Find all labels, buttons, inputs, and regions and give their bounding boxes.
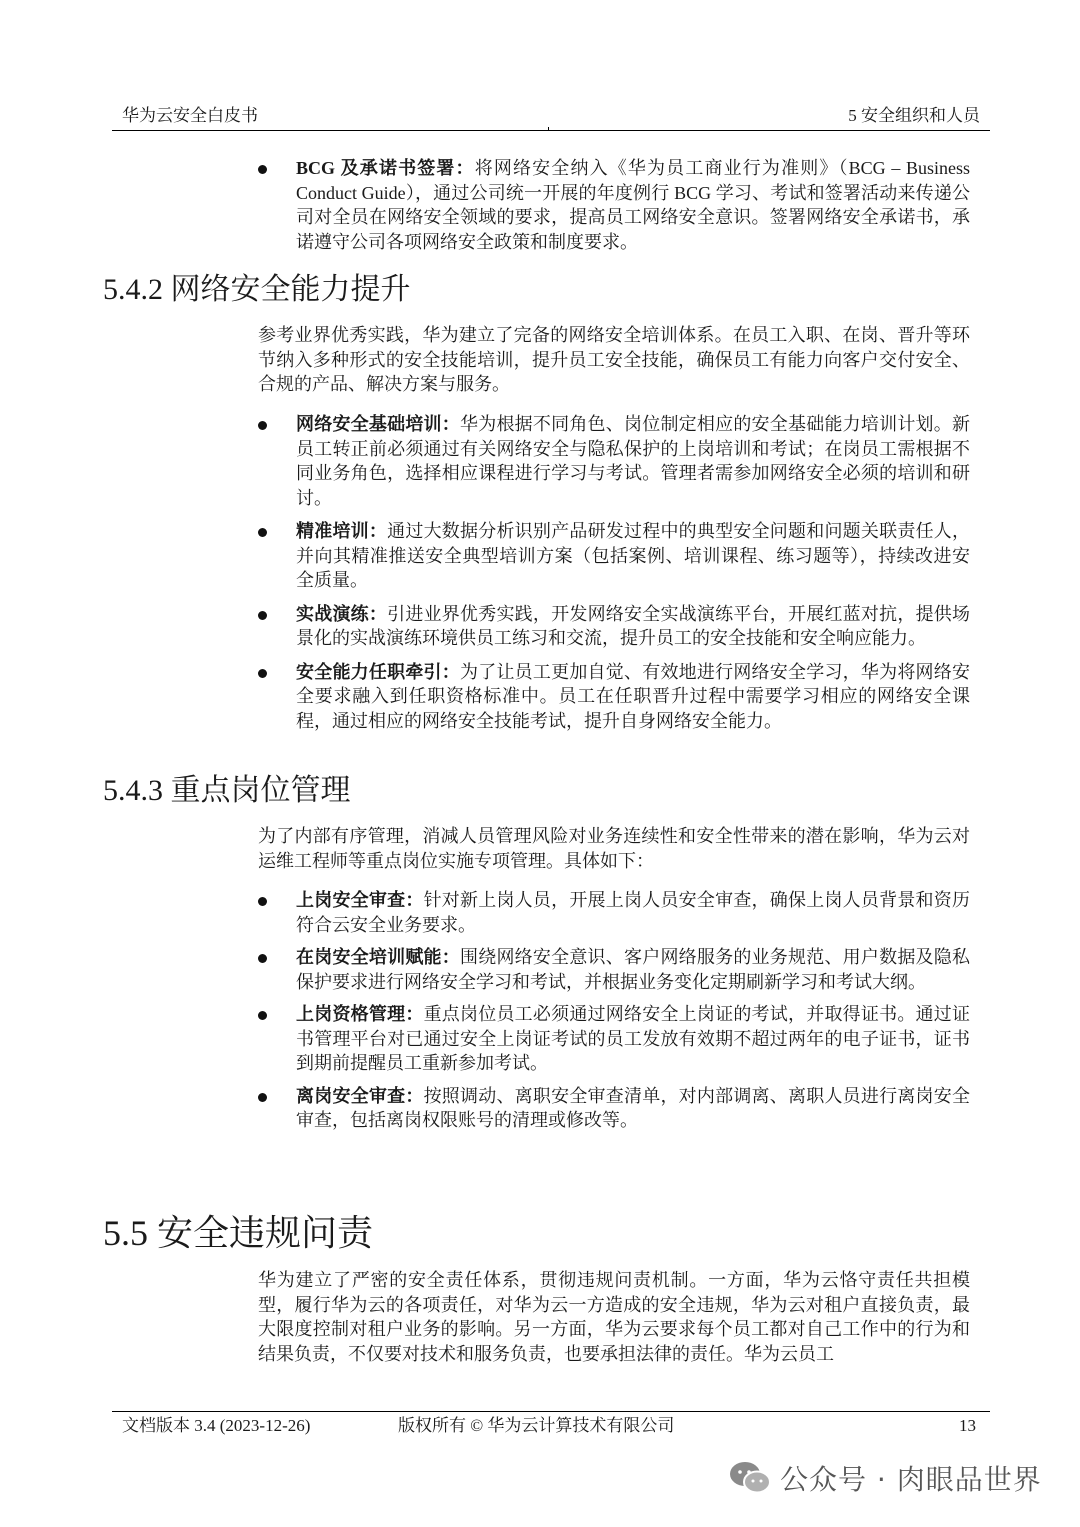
bullet-icon: [258, 165, 267, 174]
list-item: [258, 660, 970, 734]
section-paragraph: 华为建立了严密的安全责任体系，贯彻违规问责机制。一方面，华为云恪守责任共担模型，履行华为云的各项责任，对华为云一方造成的安全违规，华为云对租户直接负责，最大限度控制对租户业务的影响。另一方面，华为云要求每个员工都对自己工作中的行为和结果负责，不仅要对技术和服务负责，也要承担法律的责任。华为云员工: [258, 1270, 970, 1364]
bullet-term: BCG 及承诺书签署：: [296, 158, 475, 178]
bullet-term: 上岗资格管理：: [296, 1004, 424, 1024]
bullet-term: 实战演练：: [296, 603, 388, 624]
section-heading-5-4-3: 5.4.3 重点岗位管理: [103, 774, 351, 807]
watermark: [728, 1458, 1042, 1498]
bullet-term: 精准培训：: [296, 521, 388, 541]
header-rule-tick: [548, 127, 549, 131]
bullet-text: 围绕网络安全意识、客户网络服务的业务规范、用户数据及隐私保护要求进行网络安全学习和考试，并根据业务变化定期刷新学习和考试大纲。: [296, 947, 970, 992]
list-item: [258, 156, 970, 254]
wechat-icon: [728, 1460, 772, 1496]
bullet-icon: [258, 1011, 267, 1020]
section-heading-5-5: 5.5 安全违规问责: [103, 1213, 374, 1253]
list-item: [258, 1002, 970, 1076]
list-item: [258, 888, 970, 937]
bullet-icon: [258, 1093, 267, 1102]
intro-bullet-list: [258, 156, 970, 254]
list-item: [258, 945, 970, 994]
section-paragraph: 为了内部有序管理，消减人员管理风险对业务连续性和安全性带来的潜在影响，华为云对运维工程师等重点岗位实施专项管理。具体如下：: [258, 826, 970, 871]
bullet-text: 引进业界优秀实践，开发网络安全实战演练平台，开展红蓝对抗，提供场景化的实战演练环境供员工练习和交流，提升员工的安全技能和安全响应能力。: [296, 603, 971, 648]
bullet-icon: [258, 611, 267, 620]
watermark-text: 公众号 · 肉眼品世界: [780, 1463, 1042, 1496]
bullet-term: 安全能力任职牵引：: [296, 661, 460, 682]
section-paragraph: 参考业界优秀实践，华为建立了完备的网络安全培训体系。在员工入职、在岗、晋升等环节纳入多种形式的安全技能培训，提升员工安全技能，确保员工有能力向客户交付安全、合规的产品、解决方案与服务。: [258, 325, 970, 394]
footer-rule: [112, 1411, 990, 1412]
header-rule: [112, 130, 990, 131]
bullet-icon: [258, 528, 267, 537]
list-item: [258, 602, 970, 651]
list-item: [258, 412, 970, 510]
bullet-list-5-4-2: [258, 412, 970, 733]
bullet-text: 按照调动、离职安全审查清单，对内部调离、离职人员进行离岗安全审查，包括离岗权限账号的清理或修改等。: [296, 1085, 971, 1130]
bullet-text: 通过大数据分析识别产品研发过程中的典型安全问题和问题关联责任人，并向其精准推送安全典型培训方案（包括案例、培训课程、练习题等），持续改进安全质量。: [296, 521, 971, 590]
list-item: [258, 1084, 970, 1133]
bullet-icon: [258, 421, 267, 430]
footer-page-number: 13: [959, 1416, 976, 1435]
bullet-text: 将网络安全纳入《华为员工商业行为准则》（BCG – Business Conduct Guide），通过公司统一开展的年度例行 BCG 学习、考试和签署活动来传递公司对全员在网络安全领域的要求，提高员工网络安全意识。签署网络安全承诺书，承诺遵守公司各项网络安全政策和制度要求。: [296, 158, 970, 252]
bullet-term: 上岗安全审查：: [296, 890, 424, 910]
footer-copyright: 版权所有 © 华为云计算技术有限公司: [398, 1416, 675, 1435]
bullet-icon: [258, 954, 267, 963]
section-heading-5-4-2: 5.4.2 网络安全能力提升: [103, 273, 411, 306]
list-item: [258, 519, 970, 593]
header-doc-title: 华为云安全白皮书: [122, 106, 258, 125]
bullet-text: 针对新上岗人员，开展上岗人员安全审查，确保上岗人员背景和资历符合云安全业务要求。: [296, 890, 971, 935]
footer-version: 文档版本 3.4 (2023-12-26): [122, 1416, 311, 1435]
bullet-term: 离岗安全审查：: [296, 1085, 424, 1106]
bullet-text: 为了让员工更加自觉、有效地进行网络安全学习，华为将网络安全要求融入到任职资格标准中。员工在任职晋升过程中需要学习相应的网络安全课程，通过相应的网络安全技能考试，提升自身网络安全能力。: [296, 661, 970, 731]
bullet-text: 华为根据不同角色、岗位制定相应的安全基础能力培训计划。新员工转正前必须通过有关网络安全与隐私保护的上岗培训和考试；在岗员工需根据不同业务角色，选择相应课程进行学习与考试。管理者需参加网络安全必须的培训和研讨。: [296, 414, 970, 508]
bullet-text: 重点岗位员工必须通过网络安全上岗证的考试，并取得证书。通过证书管理平台对已通过安全上岗证考试的员工发放有效期不超过两年的电子证书，证书到期前提醒员工重新参加考试。: [296, 1004, 971, 1073]
bullet-icon: [258, 669, 267, 678]
bullet-icon: [258, 897, 267, 906]
bullet-list-5-4-3: [258, 888, 970, 1133]
header-chapter: 5 安全组织和人员: [848, 106, 980, 125]
bullet-term: 在岗安全培训赋能：: [296, 947, 460, 967]
page-header: [112, 104, 990, 128]
bullet-term: 网络安全基础培训：: [296, 414, 460, 434]
